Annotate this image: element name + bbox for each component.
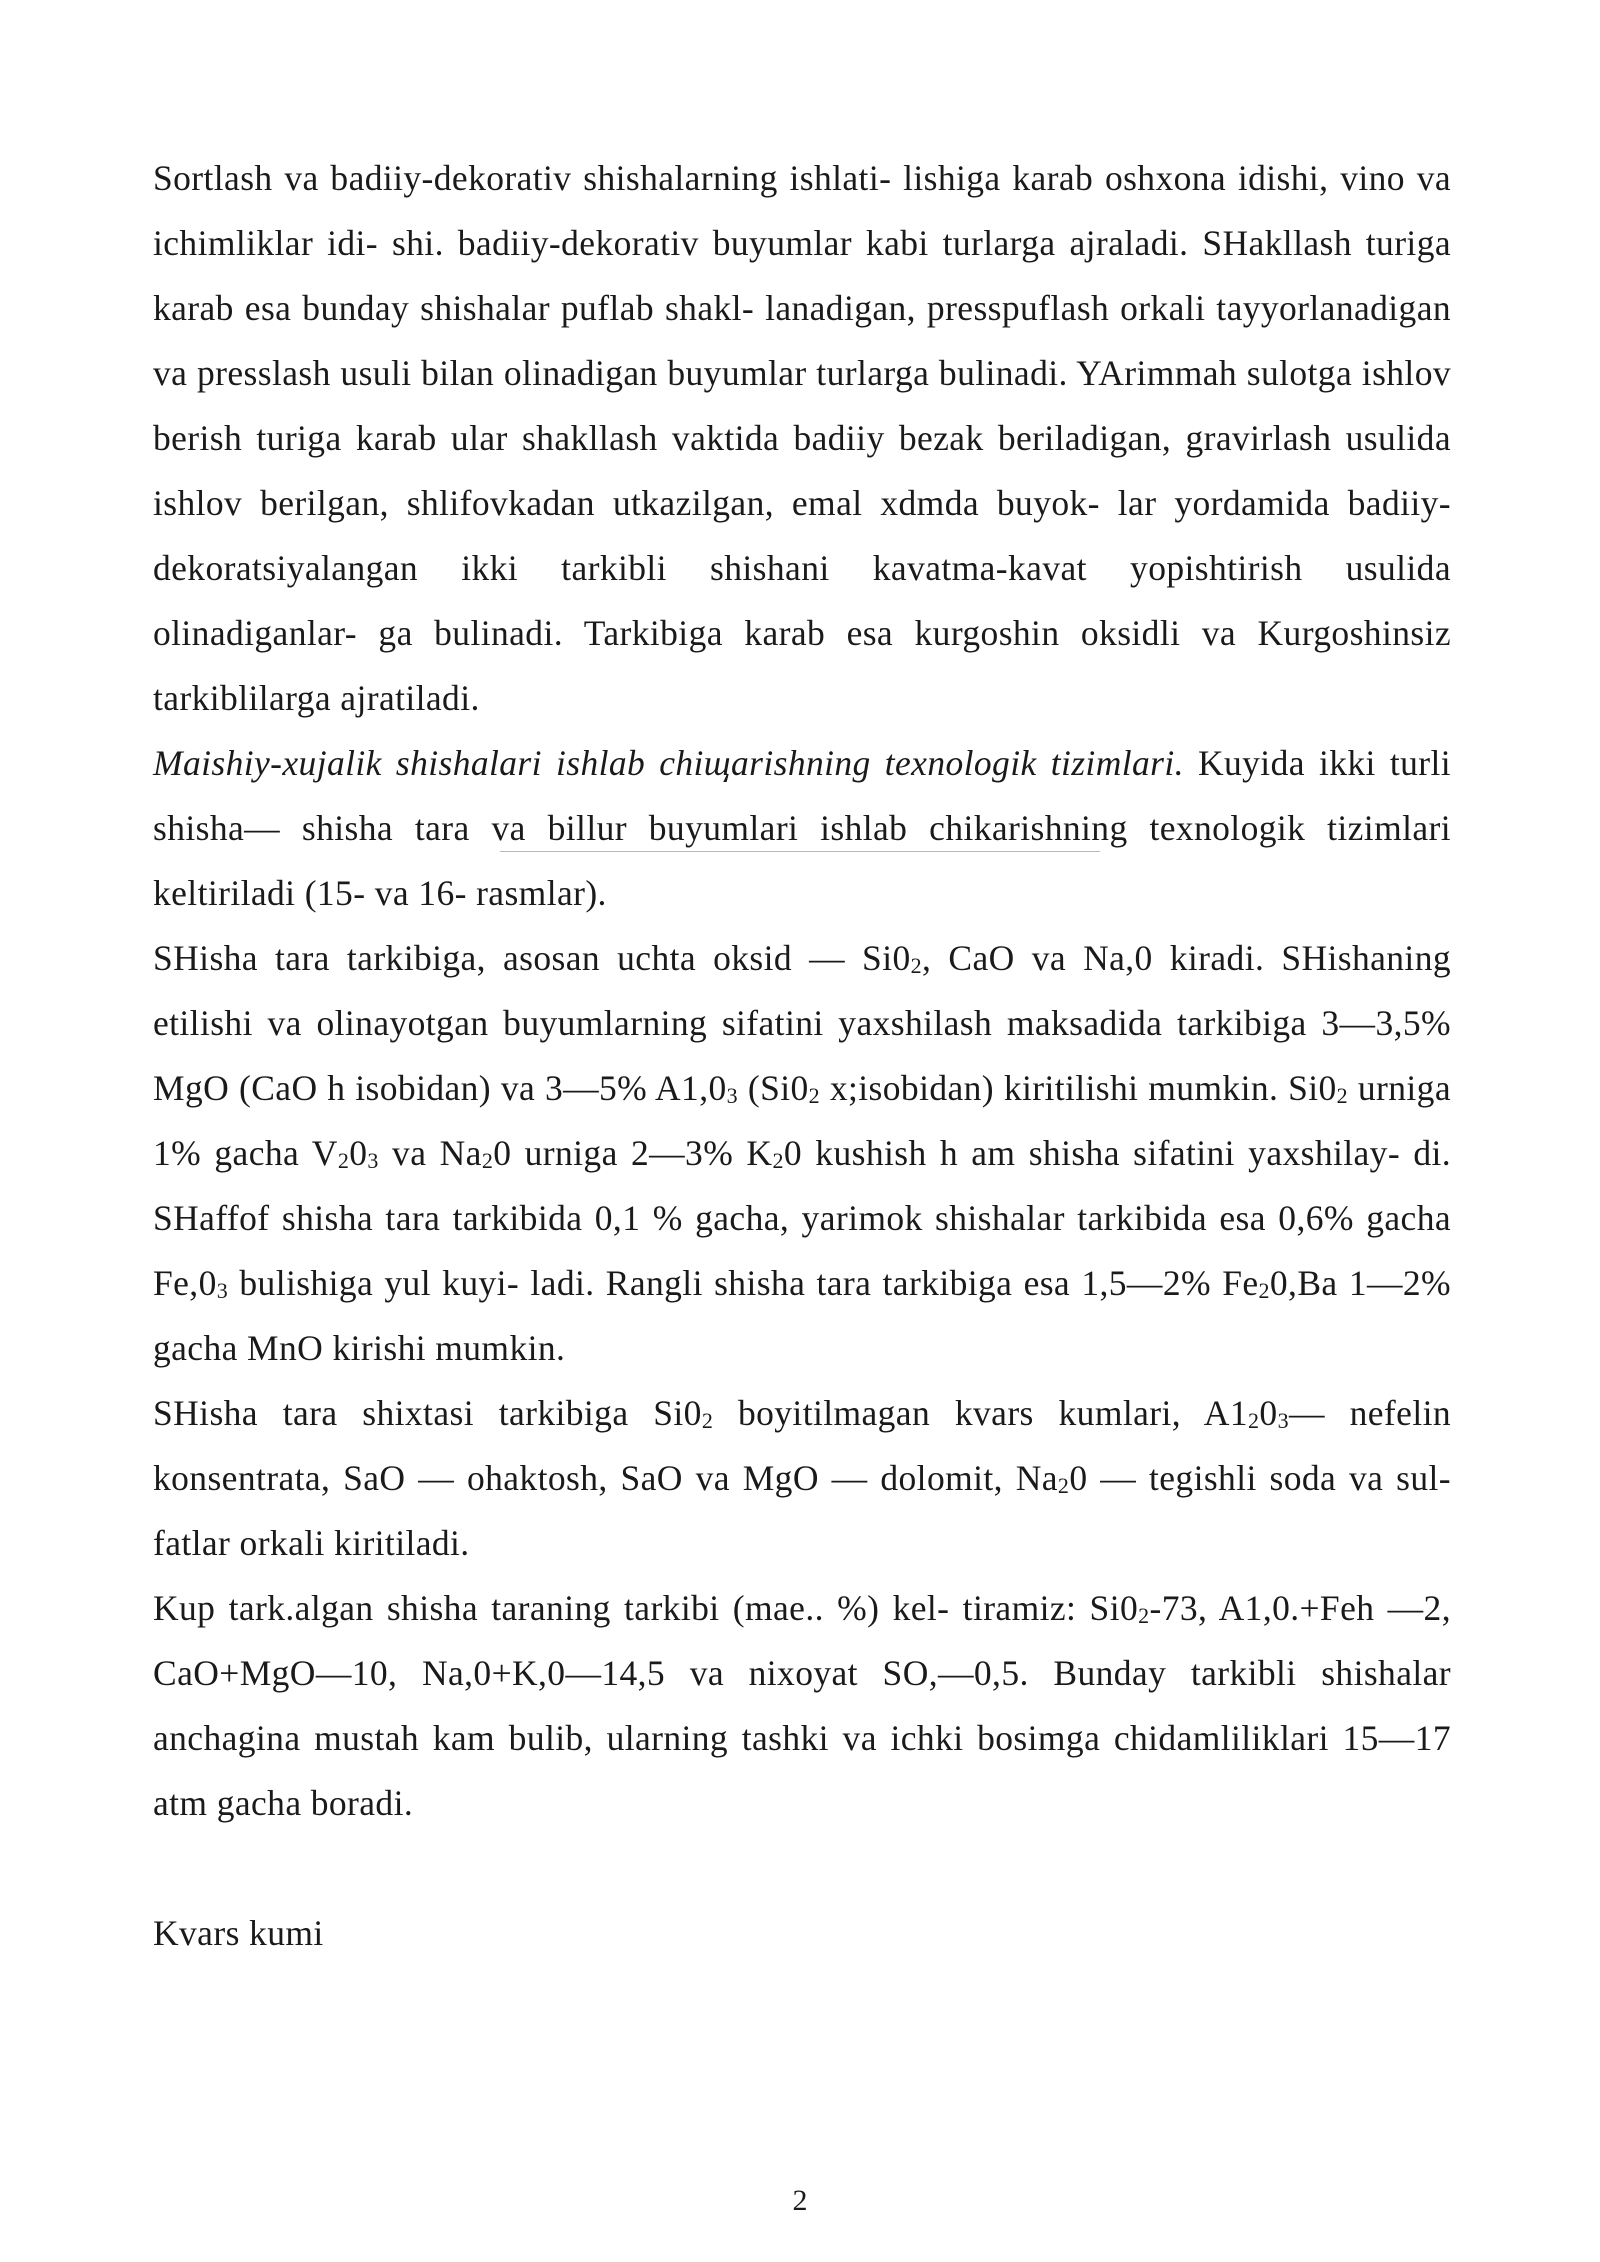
page-number: 2 bbox=[792, 2184, 808, 2217]
document-body bbox=[153, 146, 1451, 1966]
heading-underline bbox=[500, 851, 1100, 852]
paragraph-batch-composition: SHisha tara shixtasi tarkibiga $Si0_2$ boyitilmagan kvars kumlari, $A1_20_3—$ nefelin konsentrata, SaO — ohaktosh, SaO va MgO — dolomit, $Na_20$ — tegishli soda va sul- fatlar orkali kiritiladi. bbox=[153, 1393, 1451, 1563]
paragraph-sorting: Sortlash va badiiy-dekorativ shishalarning ishlati- lishiga karab oshxona idishi, vino va ichimliklar idi- shi. badiiy-dekorativ buyumlar kabi turlarga ajraladi. SHakllash turiga karab esa bunday shishalar puflab shakl- lanadigan, presspuflash orkali tayyorlanadigan va presslash usuli bilan olinadigan buyumlar turlarga bulinadi. YArimmah sulotga ishlov berish turiga karab ular shakllash vaktida badiiy bezak beriladigan, gravirlash usulida ishlov berilgan, shlifovkadan utkazilgan, emal xdmda buyok- lar yordamida badiiy-dekoratsiyalangan ikki tarkibli shishani kavatma-kavat yopishtirish usulida olinadiganlar- ga bulinadi. Tarkibiga karab esa kurgoshin oksidli va Kurgoshinsiz tarkiblilarga ajratiladi. bbox=[153, 158, 1451, 718]
section-heading: Maishiy-xujalik shishalari ishlab chiщarishning texnologik tizimlari. bbox=[153, 743, 1184, 783]
paragraph-glass-container-composition: SHisha tara tarkibiga, asosan uchta oksid — $Si0_2$, CaO va Na,0 kiradi. SHishaning etilishi va olinayotgan buyumlarning sifatini yaxshilash maksadida tarkibiga 3—3,5% MgO (CaO h isobidan) va 3—5% $A1,0_3$ ($Si0_2$ x;isobidan) kiritilishi mumkin. $Si0_2$ urniga 1% gacha $V_20_3$ va $Na_20$ urniga 2—3% $K_20$ kushish h am shisha sifatini yaxshilay- di. SHaffof shisha tara tarkibida 0,1 % gacha, yarimok shishalar tarkibida esa 0,6% gacha $Fe,0_3$ bulishiga yul kuyi- ladi. Rangli shisha tara tarkibiga esa 1,5—2% $Fe_20,Ba$ 1—2% gacha MnO kirishi mumkin. bbox=[153, 938, 1452, 1368]
paragraph-technological-systems-text: Kuyida ikki turli shisha— shisha tara va billur buyumlari ishlab chikarishning texnologik tizimlari keltiriladi (15- va 16- rasmlar). bbox=[153, 743, 1452, 913]
paragraph-common-composition: Kup tark.algan shisha taraning tarkibi (mae.. %) kel- tiramiz: $Si0_2-73$, A1,0.+Feh —2, CaO+MgO—10, Na,0+K,0—14,5 va nixoyat SO,—0,5. Bunday tarkibli shishalar anchagina mustah kam bulib, ularning tashki va ichki bosimga chidamliliklari 15—17 atm gacha boradi. bbox=[153, 1588, 1451, 1823]
figure-caption-quartz-sand: Kvars kumi bbox=[153, 1913, 324, 1953]
paragraph-gap bbox=[153, 1836, 1451, 1901]
paragraph-technological-systems bbox=[153, 731, 1451, 926]
